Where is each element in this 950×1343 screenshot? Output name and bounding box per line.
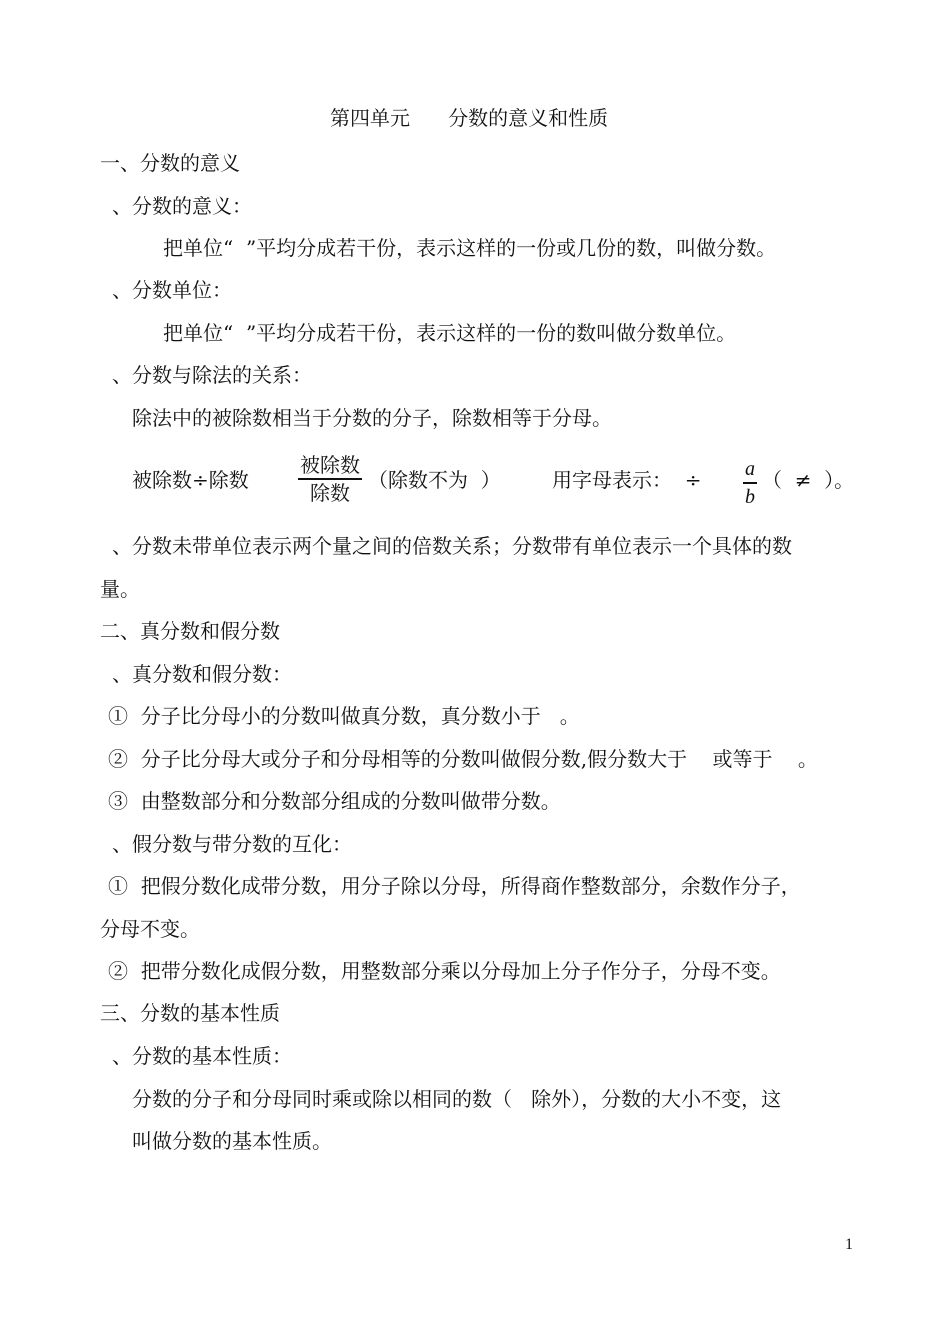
list-item: ② 把带分数化成假分数，用整数部分乘以分母加上分子作分子，分母不变。	[108, 959, 781, 983]
fraction-denominator: 除数	[310, 480, 350, 505]
item-heading: 、分数与除法的关系：	[112, 363, 312, 387]
paragraph: 分数的分子和分母同时乘或除以相同的数（ 除外），分数的大小不变，这	[132, 1087, 782, 1111]
item-heading: 、分数单位：	[112, 278, 232, 302]
page-title: 第四单元 分数的意义和性质	[330, 106, 609, 130]
list-item: ① 分子比分母小的分数叫做真分数，真分数小于 。	[108, 704, 580, 728]
list-item: ③ 由整数部分和分数部分组成的分数叫做带分数。	[108, 789, 561, 813]
page-number: 1	[845, 1236, 853, 1253]
paragraph: 除法中的被除数相当于分数的分子，除数相等于分母。	[132, 406, 612, 430]
formula-condition: （ ≠ ）。	[762, 468, 855, 492]
item-heading: 、真分数和假分数：	[112, 662, 292, 686]
fraction-letters	[743, 456, 757, 510]
list-item: ① 把假分数化成带分数，用分子除以分母，所得商作整数部分，余数作分子，	[108, 874, 801, 898]
list-item: ② 分子比分母大或分子和分母相等的分数叫做假分数,假分数大于 或等于 。	[108, 747, 818, 771]
paragraph-continuation: 分母不变。	[100, 917, 200, 941]
section-heading: 三、分数的基本性质	[100, 1001, 280, 1025]
section-heading: 一、分数的意义	[100, 151, 240, 175]
fraction-numerator: a	[745, 458, 755, 480]
section-heading: 二、真分数和假分数	[100, 619, 280, 643]
fraction-numerator: 被除数	[300, 453, 360, 477]
item-heading: 、分数的意义：	[112, 194, 252, 218]
paragraph: 、分数未带单位表示两个量之间的倍数关系；分数带有单位表示一个具体的数	[112, 534, 792, 558]
formula-lhs: 被除数÷除数	[132, 468, 249, 492]
item-heading: 、假分数与带分数的互化：	[112, 832, 352, 856]
fraction-words	[298, 452, 362, 506]
formula-letter-label: 用字母表示： ÷	[552, 468, 702, 492]
fraction-denominator: b	[745, 485, 755, 508]
paragraph-continuation: 量。	[100, 577, 140, 601]
item-heading: 、分数的基本性质：	[112, 1044, 292, 1068]
paragraph: 把单位“ ”平均分成若干份，表示这样的一份的数叫做分数单位。	[163, 321, 737, 345]
paragraph: 把单位“ ”平均分成若干份，表示这样的一份或几份的数，叫做分数。	[163, 236, 777, 260]
formula-note: （除数不为 ）	[368, 468, 501, 492]
paragraph-continuation: 叫做分数的基本性质。	[132, 1129, 332, 1153]
